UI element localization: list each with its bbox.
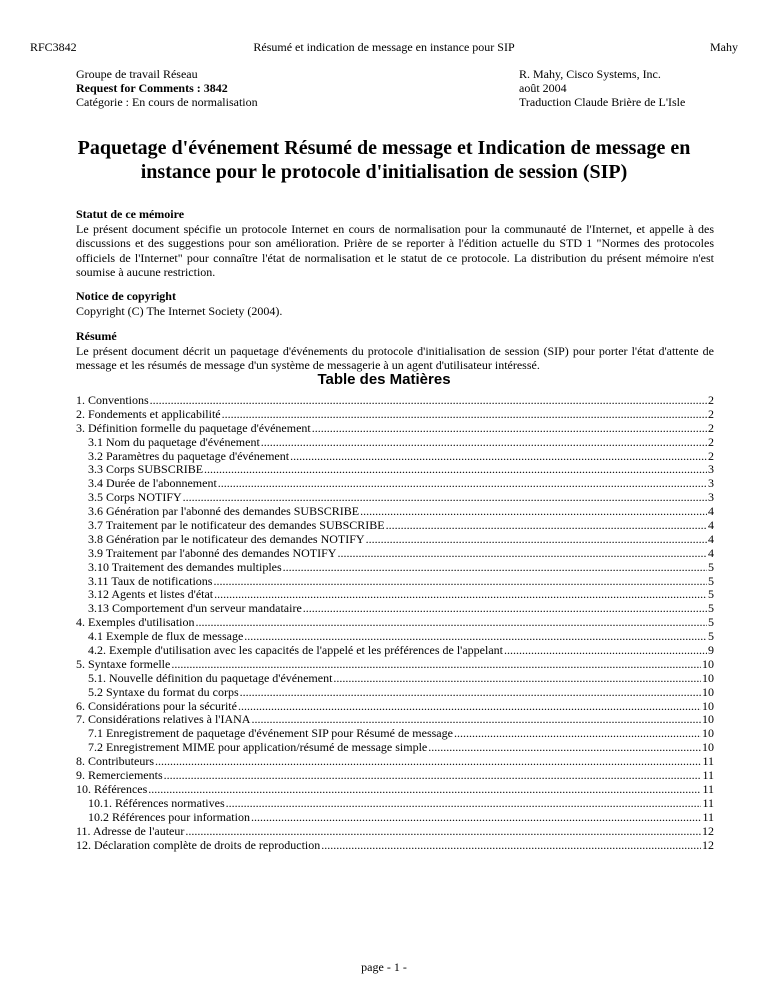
date: août 2004 [519,81,567,95]
toc-entry-page: 11 [702,754,714,769]
toc-entry-page: 2 [708,434,714,449]
toc-entry-page: 5 [708,629,714,644]
toc-entry-title: 7.2 Enregistrement MIME pour application/résumé de message simple [88,740,428,755]
toc-entry-title: 3.7 Traitement par le notificateur des demandes SUBSCRIBE [88,518,385,533]
toc-entry-title: 3.8 Génération par le notificateur des demandes NOTIFY [88,531,365,546]
toc-entry[interactable] [76,727,714,741]
toc-entry-title: 12. Déclaration complète de droits de reproduction [76,837,321,852]
toc-entry-page: 5 [708,601,714,616]
toc-entry-page: 4 [708,531,714,546]
toc-entry[interactable] [76,561,714,575]
toc-entry-page: 5 [708,559,714,574]
abstract-text: Le présent document décrit un paquetage d'événements du protocole d'initialisation de session (SIP) pour porter l'état d'attente de message et les résumés de message d'un système de messagerie à un agent d'utilisateur intéressé. [76,343,714,372]
toc-entry-page: 10 [702,712,714,727]
toc-entry[interactable] [76,519,714,533]
toc-entry-page: 2 [708,406,714,421]
toc-entry-page: 2 [708,393,714,407]
toc-entry-page: 12 [702,823,714,838]
document-meta-left [76,67,258,109]
working-group: Groupe de travail Réseau [76,67,198,81]
toc-entry[interactable] [76,547,714,561]
toc-entry-page: 5 [708,573,714,588]
toc-entry[interactable] [76,700,714,714]
toc-entry-page: 12 [702,837,714,852]
toc-entry-title: 5.2 Syntaxe du format du corps [88,684,239,699]
category: Catégorie : En cours de normalisation [76,95,258,109]
running-header-title: Résumé et indication de message en instance pour SIP [253,40,515,54]
toc-entry[interactable] [76,450,714,464]
toc-entry-title: 6. Considérations pour la sécurité [76,698,237,713]
toc-entry-title: 1. Conventions [76,393,149,407]
toc-entry-page: 10 [702,656,714,671]
toc-entry[interactable] [76,741,714,755]
toc-entry[interactable] [76,686,714,700]
toc-entry[interactable] [76,658,714,672]
toc-entry-page: 10 [702,684,714,699]
toc-entry-page: 10 [702,670,714,685]
document-title: Paquetage d'événement Résumé de message et Indication de message en instance pour le protocole d'initialisation de session (SIP) [77,137,691,183]
toc-entry-title: 3.13 Comportement d'un serveur mandataire [88,601,302,616]
toc-entry-title: 9. Remerciements [76,768,163,783]
translator: Traduction Claude Brière de L'Isle [519,95,686,109]
abstract-section [76,329,714,373]
toc-entry-title: 3.2 Paramètres du paquetage d'événement [88,448,290,463]
toc-entry[interactable] [76,769,714,783]
toc-entry-page: 2 [708,420,714,435]
running-header-author: Mahy [710,40,738,54]
rfc-number: Request for Comments : 3842 [76,81,228,95]
toc-entry-title: 3.5 Corps NOTIFY [88,490,182,505]
toc-entry-page: 3 [708,462,714,477]
toc-entry[interactable] [76,616,714,630]
toc-entry[interactable] [76,394,714,408]
status-section [76,207,714,280]
toc-entry-page: 5 [708,615,714,630]
toc-entry[interactable] [76,811,714,825]
toc-entry[interactable] [76,491,714,505]
toc-entry-title: 3.11 Taux de notifications [88,573,213,588]
toc-entry-title: 10. Références [76,781,148,796]
toc-entry-title: 3.3 Corps SUBSCRIBE [88,462,204,477]
toc-entry-page: 3 [708,476,714,491]
toc-entry-page: 10 [702,726,714,741]
toc-entry-title: 10.1. Références normatives [88,795,225,810]
toc-entry-title: 3.4 Durée de l'abonnement [88,476,217,491]
toc-entry[interactable] [76,713,714,727]
toc-entry-page: 11 [702,781,714,796]
toc-entry-title: 3.10 Traitement des demandes multiples [88,559,282,574]
toc-entry-title: 10.2 Références pour information [88,809,250,824]
toc-entry-title: 4. Exemples d'utilisation [76,615,195,630]
toc-entry[interactable] [76,755,714,769]
toc-entry-page: 11 [702,809,714,824]
toc-entry[interactable] [76,588,714,602]
toc-entry-title: 5. Syntaxe formelle [76,656,171,671]
status-text: Le présent document spécifie un protocole Internet en cours de normalisation pour la communauté de l'Internet, et appelle à des discussions et des suggestions pour son amélioration. Prière de se reporter à l'édition actuelle du STD 1 "Normes des protocoles officiels de l'Internet" pour connaître l'état de normalisation et le statut de ce protocole. La distribution du présent mémoire n'est soumise à aucune restriction. [76,221,714,279]
toc-entry[interactable] [76,839,714,853]
toc-entry[interactable] [76,533,714,547]
toc-entry[interactable] [76,630,714,644]
toc-entry-page: 10 [702,740,714,755]
copyright-text: Copyright (C) The Internet Society (2004). [76,303,283,318]
toc-entry[interactable] [76,477,714,491]
toc-entry[interactable] [76,644,714,658]
toc-entry[interactable] [76,422,714,436]
toc-entry[interactable] [76,672,714,686]
status-heading: Statut de ce mémoire [76,207,185,221]
copyright-heading: Notice de copyright [76,289,176,303]
toc-entry[interactable] [76,463,714,477]
table-of-contents [76,394,714,852]
toc-entry-title: 11. Adresse de l'auteur [76,823,185,838]
toc-entry-title: 8. Contributeurs [76,754,154,769]
toc-entry-title: 3. Définition formelle du paquetage d'événement [76,420,311,435]
toc-entry-page: 11 [702,795,714,810]
toc-entry[interactable] [76,436,714,450]
toc-entry-title: 4.1 Exemple de flux de message [88,629,244,644]
toc-entry[interactable] [76,575,714,589]
toc-entry[interactable] [76,408,714,422]
toc-entry[interactable] [76,797,714,811]
page-number: page - 1 - [361,960,407,974]
toc-entry-title: 3.9 Traitement par l'abonné des demandes NOTIFY [88,545,337,560]
toc-entry-page: 2 [708,448,714,463]
toc-title: Table des Matières [317,371,451,388]
toc-entry-title: 2. Fondements et applicabilité [76,406,221,421]
abstract-heading: Résumé [76,329,117,343]
toc-entry[interactable] [76,505,714,519]
toc-entry-title: 3.12 Agents et listes d'état [88,587,214,602]
toc-entry-page: 4 [708,504,714,519]
toc-entry[interactable] [76,783,714,797]
toc-entry-page: 11 [702,768,714,783]
toc-entry-title: 7.1 Enregistrement de paquetage d'événement SIP pour Résumé de message [88,726,453,741]
toc-entry-title: 7. Considérations relatives à l'IANA [76,712,251,727]
toc-entry-page: 9 [708,643,714,658]
toc-entry-page: 5 [708,587,714,602]
toc-entry-page: 4 [708,545,714,560]
toc-entry[interactable] [76,602,714,616]
toc-entry-title: 5.1. Nouvelle définition du paquetage d'événement [88,670,333,685]
toc-entry[interactable] [76,825,714,839]
author: R. Mahy, Cisco Systems, Inc. [519,67,661,81]
running-header-rfc: RFC3842 [30,40,77,54]
toc-entry-page: 10 [702,698,714,713]
toc-entry-page: 3 [708,490,714,505]
toc-entry-page: 4 [708,518,714,533]
toc-entry-title: 3.1 Nom du paquetage d'événement [88,434,260,449]
copyright-section [76,289,714,318]
toc-entry-title: 4.2. Exemple d'utilisation avec les capacités de l'appelé et les préférences de l'appelant [88,643,503,658]
document-meta-right [519,67,685,109]
toc-entry-title: 3.6 Génération par l'abonné des demandes SUBSCRIBE [88,504,360,519]
